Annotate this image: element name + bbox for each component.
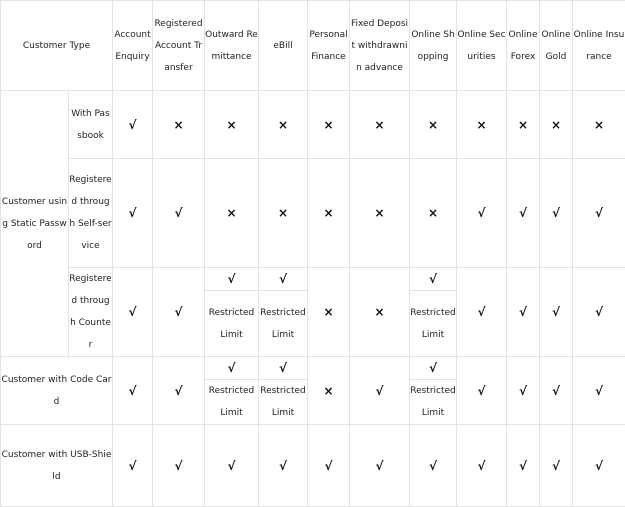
cross-icon: × xyxy=(308,357,350,425)
restricted-limit-label: Restricted Limit xyxy=(205,291,258,357)
customer-type-header: Customer Type xyxy=(1,1,113,91)
check-icon: √ xyxy=(457,159,507,268)
restricted-cell xyxy=(259,268,308,357)
check-icon: √ xyxy=(113,159,153,268)
check-icon: √ xyxy=(507,425,540,507)
cross-icon: × xyxy=(350,159,410,268)
table-row xyxy=(1,159,625,268)
check-icon: √ xyxy=(205,425,259,507)
check-icon: √ xyxy=(540,357,573,425)
check-icon: √ xyxy=(350,425,410,507)
cross-icon: × xyxy=(308,159,350,268)
check-icon: √ xyxy=(153,159,205,268)
check-icon: √ xyxy=(540,425,573,507)
check-icon: √ xyxy=(507,159,540,268)
restricted-cell xyxy=(205,357,259,425)
check-icon: √ xyxy=(573,357,625,425)
col-header-ebill: eBill xyxy=(259,1,308,91)
check-icon: √ xyxy=(540,268,573,357)
cross-icon: × xyxy=(507,91,540,159)
table-row xyxy=(1,357,625,425)
cross-icon: × xyxy=(259,159,308,268)
check-icon: √ xyxy=(153,357,205,425)
check-icon: √ xyxy=(113,357,153,425)
restricted-cell xyxy=(259,357,308,425)
check-icon: √ xyxy=(410,357,456,380)
col-header-online-insurance: Online Insurance xyxy=(573,1,625,91)
header-row xyxy=(1,1,625,91)
check-icon: √ xyxy=(205,268,258,291)
check-icon: √ xyxy=(507,357,540,425)
restricted-cell xyxy=(410,357,457,425)
cross-icon: × xyxy=(205,91,259,159)
cross-icon: × xyxy=(259,91,308,159)
check-icon: √ xyxy=(457,268,507,357)
check-icon: √ xyxy=(259,425,308,507)
check-icon: √ xyxy=(153,425,205,507)
col-header-personal-finance: Personal Finance xyxy=(308,1,350,91)
cross-icon: × xyxy=(540,91,573,159)
col-header-account-enquiry: Account Enquiry xyxy=(113,1,153,91)
cross-icon: × xyxy=(350,91,410,159)
check-icon: √ xyxy=(410,268,456,291)
check-icon: √ xyxy=(259,268,307,291)
col-header-online-shopping: Online Shopping xyxy=(410,1,457,91)
row-label-self-service: Registered through Self-service xyxy=(69,159,113,268)
restricted-limit-label: Restricted Limit xyxy=(410,291,456,357)
check-icon: √ xyxy=(308,425,350,507)
usb-shield-label: Customer with USB-Shield xyxy=(1,425,113,507)
table-row xyxy=(1,425,625,507)
check-icon: √ xyxy=(410,425,457,507)
check-icon: √ xyxy=(573,159,625,268)
table-row xyxy=(1,268,625,357)
static-password-group-label: Customer using Static Password xyxy=(1,91,69,357)
col-header-online-gold: Online Gold xyxy=(540,1,573,91)
restricted-limit-label: Restricted Limit xyxy=(259,380,307,425)
col-header-fixed-deposit: Fixed Deposit withdrawnin advance xyxy=(350,1,410,91)
cross-icon: × xyxy=(308,91,350,159)
restricted-limit-label: Restricted Limit xyxy=(410,380,456,425)
check-icon: √ xyxy=(540,159,573,268)
cross-icon: × xyxy=(573,91,625,159)
check-icon: √ xyxy=(205,357,258,380)
cross-icon: × xyxy=(457,91,507,159)
cross-icon: × xyxy=(205,159,259,268)
table-row xyxy=(1,91,625,159)
check-icon: √ xyxy=(573,268,625,357)
col-header-outward-remittance: Outward Remittance xyxy=(205,1,259,91)
restricted-limit-label: Restricted Limit xyxy=(205,380,258,425)
col-header-registered-account-transfer: Registered Account Transfer xyxy=(153,1,205,91)
check-icon: √ xyxy=(507,268,540,357)
row-label-counter: Registered through Counter xyxy=(69,268,113,357)
check-icon: √ xyxy=(350,357,410,425)
check-icon: √ xyxy=(113,425,153,507)
cross-icon: × xyxy=(410,91,457,159)
cross-icon: × xyxy=(350,268,410,357)
check-icon: √ xyxy=(113,91,153,159)
restricted-cell xyxy=(410,268,457,357)
cross-icon: × xyxy=(308,268,350,357)
check-icon: √ xyxy=(573,425,625,507)
check-icon: √ xyxy=(457,357,507,425)
check-icon: √ xyxy=(113,268,153,357)
col-header-online-securities: Online Securities xyxy=(457,1,507,91)
cross-icon: × xyxy=(410,159,457,268)
restricted-limit-label: Restricted Limit xyxy=(259,291,307,357)
check-icon: √ xyxy=(153,268,205,357)
code-card-label: Customer with Code Card xyxy=(1,357,113,425)
check-icon: √ xyxy=(457,425,507,507)
row-label-with-passbook: With Passbook xyxy=(69,91,113,159)
restricted-cell xyxy=(205,268,259,357)
check-icon: √ xyxy=(259,357,307,380)
col-header-online-forex: Online Forex xyxy=(507,1,540,91)
cross-icon: × xyxy=(153,91,205,159)
